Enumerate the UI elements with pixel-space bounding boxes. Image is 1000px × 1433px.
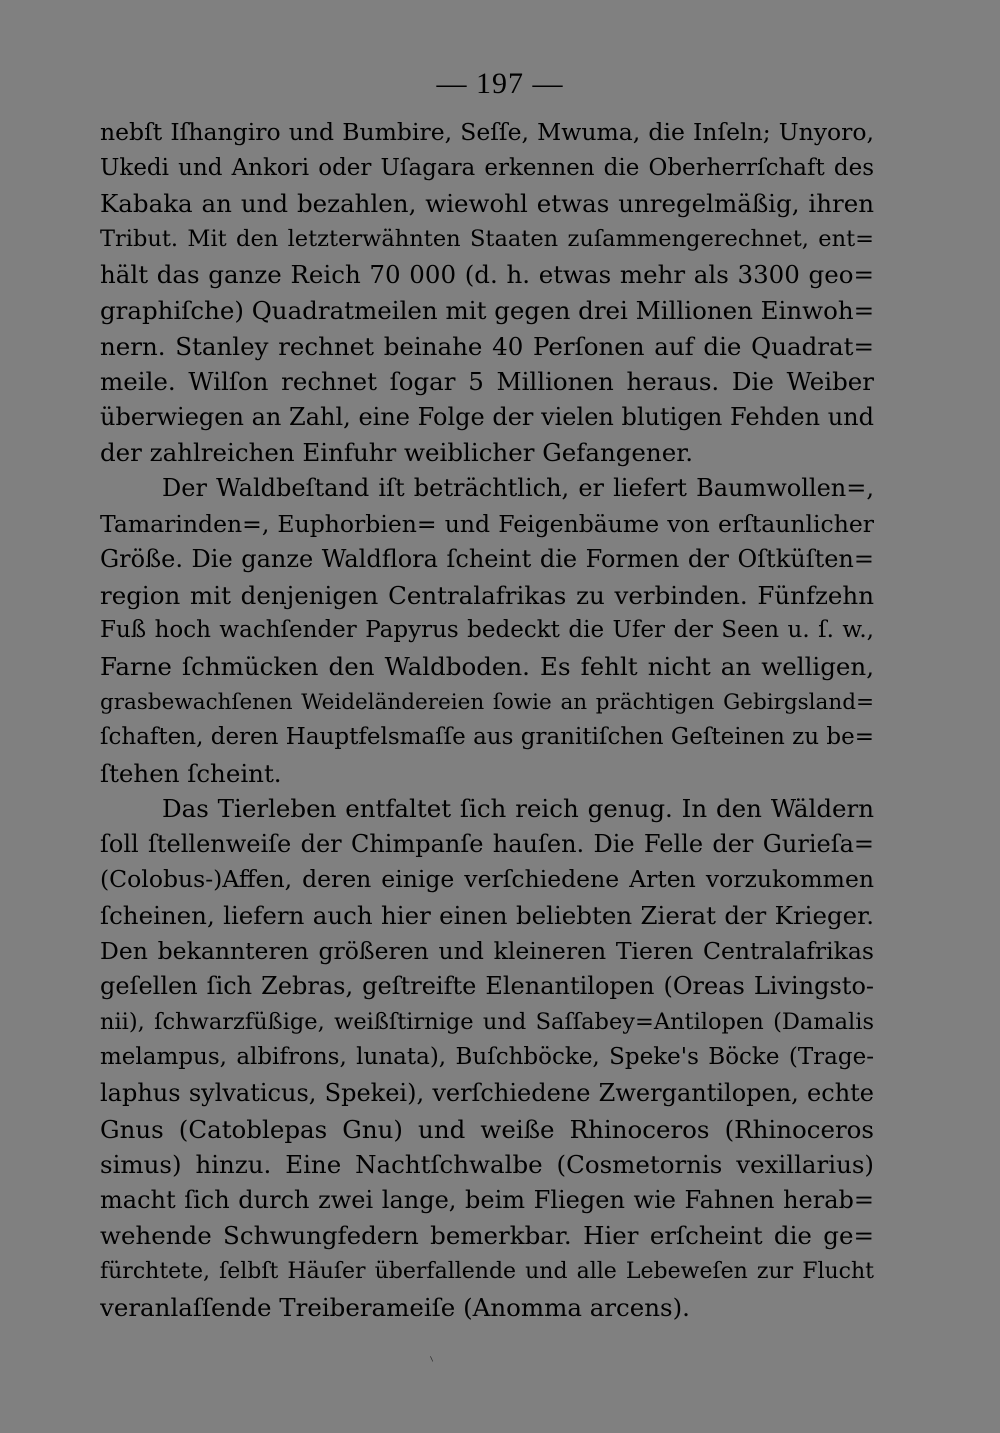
text-line: nebſt Iſhangiro und Bumbire, Seſſe, Mwuma, die Inſeln; Unyoro, — [100, 118, 874, 146]
text-line: Größe. Die ganze Waldflora ſcheint die Formen der Oſtküſten= — [100, 545, 874, 574]
text-line: geſellen ſich Zebras, geſtreifte Elenantilopen (Oreas Livingsto- — [100, 972, 874, 1001]
text-line: Ukedi und Ankori oder Uſagara erkennen die Oberherrſchaft des — [100, 154, 874, 181]
text-line: Tamarinden=, Euphorbien= und Feigenbäume von erſtaunlicher — [100, 509, 874, 538]
text-line: Fuß hoch wachſender Papyrus bedeckt die Ufer der Seen u. ſ. w., — [100, 617, 874, 644]
text-line: Den bekannteren größeren und kleineren Tieren Centralafrikas — [100, 936, 874, 965]
text-line: Der Waldbeſtand iſt beträchtlich, er liefert Baumwollen=, — [162, 473, 874, 502]
text-line: wehende Schwungfedern bemerkbar. Hier erſcheint die ge= — [100, 1221, 874, 1251]
text-line: der zahlreichen Einfuhr weiblicher Gefangener. — [100, 438, 694, 468]
text-line: ſoll ſtellenweiſe der Chimpanſe hauſen. Die Felle der Gurieſa= — [100, 829, 874, 858]
text-line: meile. Wilſon rechnet ſogar 5 Millionen heraus. Die Weiber — [100, 367, 874, 397]
text-line: grasbewachſenen Weideländereien ſowie an prächtigen Gebirgsland= — [100, 689, 874, 715]
text-line: melampus, albifrons, lunata), Buſchböcke, Speke's Böcke (Trage- — [100, 1044, 874, 1071]
page-number: — 197 — — [436, 67, 564, 100]
text-line: Gnus (Catoblepas Gnu) und weiße Rhinoceros (Rhinoceros — [100, 1114, 874, 1144]
text-line: simus) hinzu. Eine Nachtſchwalbe (Cosmetornis vexillarius) — [100, 1150, 874, 1180]
text-line: graphiſche) Quadratmeilen mit gegen drei Millionen Einwoh= — [100, 295, 874, 325]
text-line: überwiegen an Zahl, eine Folge der vielen blutigen Fehden und — [100, 402, 874, 431]
text-line: Tribut. Mit den letzterwähnten Staaten zuſammengerechnet, ent= — [100, 225, 874, 252]
text-line: Kabaka an und bezahlen, wiewohl etwas unregelmäßig, ihren — [100, 189, 874, 219]
text-line: fürchtete, ſelbſt Häuſer überfallende und alle Lebeweſen zur Flucht — [100, 1259, 874, 1284]
text-line: Farne ſchmücken den Waldboden. Es fehlt nicht an welligen, — [100, 651, 874, 681]
text-line: hält das ganze Reich 70 000 (d. h. etwas mehr als 3300 geo= — [100, 260, 874, 290]
body-text — [100, 115, 874, 1325]
text-line: nern. Stanley rechnet beinahe 40 Perſonen auf die Quadrat= — [100, 331, 874, 361]
text-line: ſtehen ſcheint. — [100, 758, 282, 788]
paper-speck: ⸌ — [425, 1353, 437, 1369]
text-line: Das Tierleben entfaltet ſich reich genug. In den Wäldern — [162, 794, 874, 824]
text-line: (Colobus-)Affen, deren einige verſchiedene Arten vorzukommen — [100, 865, 874, 894]
text-line: veranlaſſende Treiberameiſe (Anomma arcens). — [100, 1292, 690, 1322]
text-line: ſchaften, deren Hauptfelsmaſſe aus granitiſchen Geſteinen zu be= — [100, 724, 874, 751]
text-line: region mit denjenigen Centralafrikas zu verbinden. Fünfzehn — [100, 580, 874, 610]
text-line: ſcheinen, liefern auch hier einen beliebten Zierat der Krieger. — [100, 901, 874, 931]
text-line: nii), ſchwarzfüßige, weißſtirnige und Saſſabey=Antilopen (Damalis — [100, 1008, 874, 1035]
text-line: laphus sylvaticus, Spekei), verſchiedene Zwergantilopen, echte — [100, 1079, 874, 1108]
text-line: macht ſich durch zwei lange, beim Fliegen wie Fahnen herab= — [100, 1185, 874, 1214]
